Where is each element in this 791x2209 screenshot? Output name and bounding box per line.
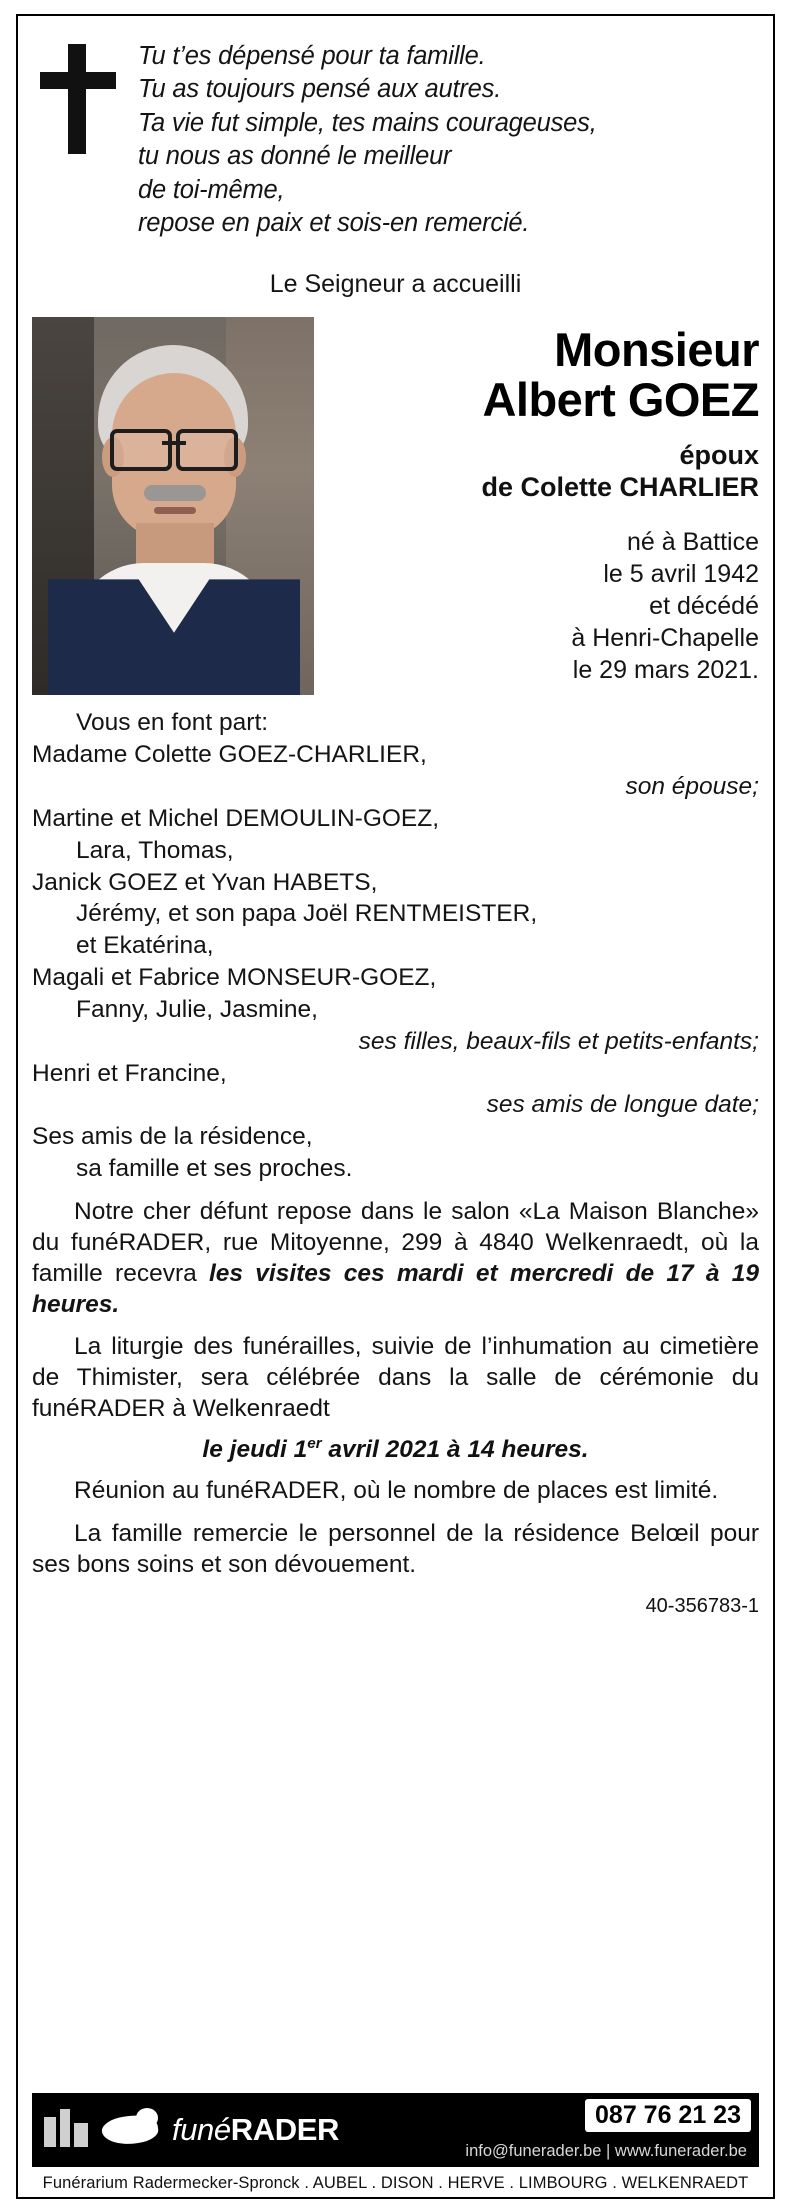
ceremony-date-post: avril 2021 à 14 heures. (321, 1436, 589, 1464)
family-relation: son épouse; (625, 773, 759, 801)
separator: | (606, 2142, 611, 2160)
reunion-paragraph: Réunion au funéRADER, où le nombre de places est limité. (74, 1477, 719, 1505)
family-line: sa famille et ses proches. (76, 1155, 353, 1183)
deceased-title: Monsieur (554, 323, 759, 377)
card-border (16, 14, 775, 2199)
contact-line (465, 2142, 747, 2161)
phone-number[interactable]: 087 76 21 23 (585, 2099, 751, 2132)
name-block (314, 317, 759, 695)
family-line: et Ekatérina, (76, 932, 214, 960)
poem-text (138, 38, 759, 240)
website-link[interactable]: www.funerader.be (614, 2142, 747, 2160)
spouse-name: de Colette CHARLIER (481, 472, 759, 503)
dove-icon (102, 2106, 162, 2154)
building-icon (42, 2107, 98, 2153)
thanks-paragraph: La famille remercie le personnel de la résidence Belœil pour ses bons soins et son dévouement. (32, 1520, 759, 1578)
poem-section (32, 38, 759, 240)
intro-text: Le Seigneur a accueilli (269, 270, 522, 299)
liturgy-paragraph: La liturgie des funérailles, suivie de l’inhumation au cimetière de Thimister, sera célébrée dans la salle de cérémonie du funéRADER à Welkenraedt (32, 1333, 759, 1423)
and-died: et décédé (649, 591, 759, 620)
footer (32, 2093, 759, 2197)
portrait-and-name (32, 317, 759, 695)
death-date: le 29 mars 2021. (572, 655, 759, 684)
family-line: Madame Colette GOEZ-CHARLIER, (32, 741, 427, 769)
family-line: Fanny, Julie, Jasmine, (76, 995, 318, 1023)
footer-bar (32, 2093, 759, 2167)
spouse-label: époux (679, 439, 759, 470)
deceased-name: Albert GOEZ (482, 373, 759, 427)
brand-suffix: RADER (230, 2112, 339, 2147)
email-link[interactable]: info@funerader.be (465, 2142, 602, 2160)
brand-prefix: funé (172, 2112, 231, 2147)
ceremony-date (32, 1435, 759, 1464)
family-line: Martine et Michel DEMOULIN-GOEZ, (32, 804, 440, 832)
poem-line: de toi-même, (138, 175, 285, 204)
family-line: Magali et Fabrice MONSEUR-GOEZ, (32, 964, 437, 992)
family-line: Ses amis de la résidence, (32, 1123, 313, 1151)
visit-hours: les visites ces mardi et mercredi de 17 à 19 heures. (32, 1259, 760, 1318)
family-line: Janick GOEZ et Yvan HABETS, (32, 868, 378, 896)
portrait-photo (32, 317, 314, 695)
ceremony-date-sup: er (307, 1435, 322, 1453)
family-list (32, 707, 759, 1185)
poem-line: Ta vie fut simple, tes mains courageuses, (138, 108, 597, 137)
footer-locations: Funérarium Radermecker-Spronck . AUBEL . DISON . HERVE . LIMBOURG . WELKENRAEDT (42, 2174, 749, 2192)
life-dates (328, 526, 759, 686)
birth-date: le 5 avril 1942 (603, 559, 759, 588)
family-line: Henri et Francine, (32, 1059, 227, 1087)
birth-place: né à Battice (626, 527, 759, 556)
family-line: Jérémy, et son papa Joël RENTMEISTER, (76, 900, 538, 928)
death-place: à Henri-Chapelle (571, 623, 759, 652)
ceremony-date-pre: le jeudi 1 (202, 1436, 308, 1464)
repose-paragraph (32, 1197, 759, 1320)
repose-text: Notre cher défunt repose dans le salon «La Maison Blanche» du funéRADER, rue Mitoyenne, 299 à 4840 Welkenraedt, où la famille recevra (32, 1198, 759, 1287)
family-line: Lara, Thomas, (76, 836, 234, 864)
poem-line: repose en paix et sois-en remercié. (138, 208, 530, 237)
poem-line: Tu t’es dépensé pour ta famille. (138, 42, 486, 70)
poem-line: tu nous as donné le meilleur (138, 142, 452, 171)
brand-name (172, 2112, 339, 2148)
reference-number: 40-356783-1 (645, 1594, 759, 1617)
cross-icon (32, 38, 124, 154)
poem-line: Tu as toujours pensé aux autres. (138, 75, 502, 104)
family-relation: ses amis de longue date; (486, 1091, 759, 1119)
announce-label: Vous en font part: (76, 709, 269, 737)
family-relation: ses filles, beaux-fils et petits-enfants; (358, 1027, 759, 1055)
